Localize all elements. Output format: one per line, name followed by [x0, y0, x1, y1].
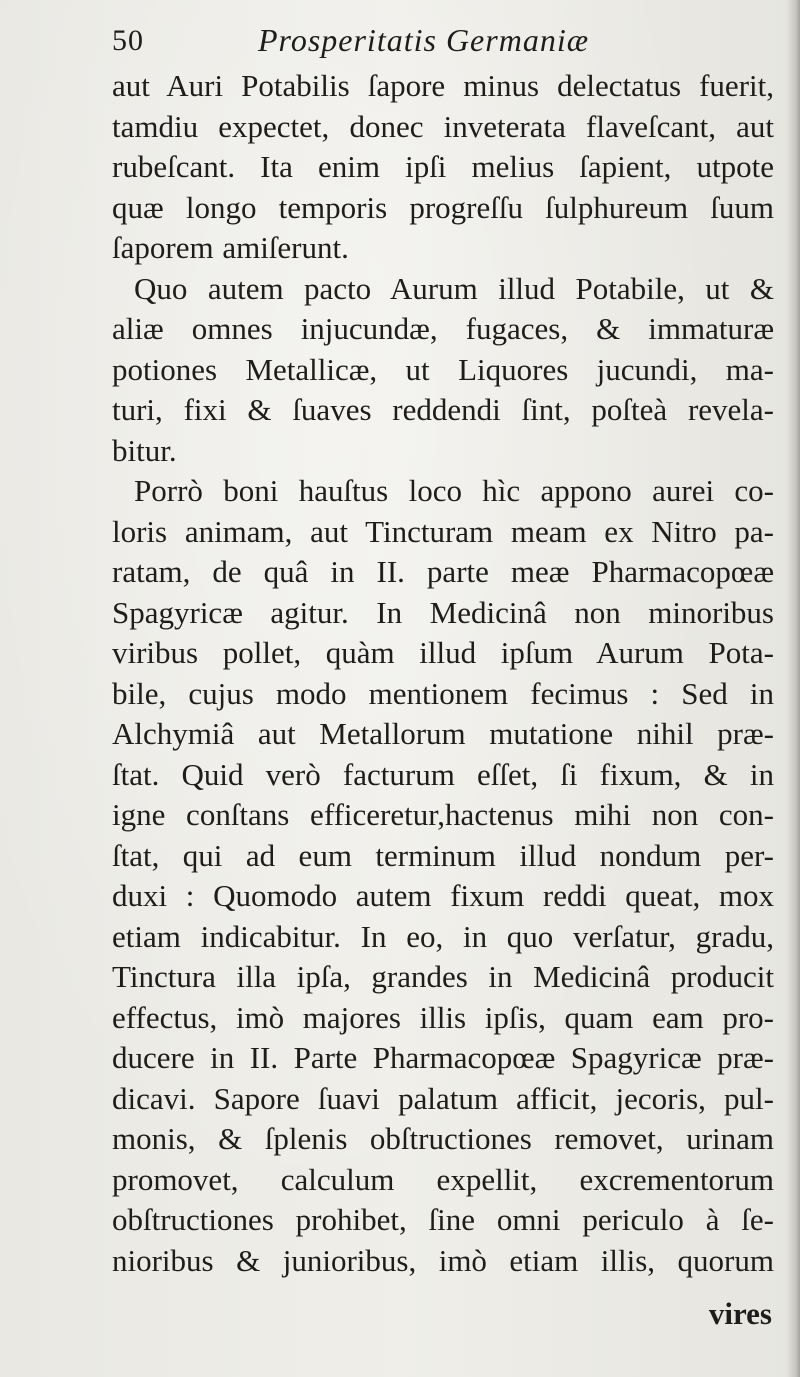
text-line: etiam indicabitur. In eo, in quo verſatur, gradu,	[112, 918, 774, 954]
text-line: bitur.	[112, 432, 177, 468]
text-line: promovet, calculum expellit, excrementorum	[112, 1161, 774, 1197]
text-line: quæ longo temporis progreſſu ſulphureum ſuum	[112, 189, 774, 225]
text-line: aut Auri Potabilis ſapore minus delectatus fuerit,	[112, 68, 774, 103]
text-line: Tinctura illa ipſa, grandes in Medicinâ producit	[112, 959, 774, 994]
text-line: ſtat. Quid verò facturum eſſet, ſi fixum, & in	[112, 756, 774, 792]
text-line: turi, fixi & ſuaves reddendi ſint, poſteà revela-	[112, 392, 774, 427]
page-edge-shadow	[786, 0, 800, 1377]
body-text	[112, 66, 774, 1281]
text-line: Alchymiâ aut Metallorum mutatione nihil præ-	[112, 716, 774, 751]
text-line: ſtat, qui ad eum terminum illud nondum per-	[112, 837, 774, 873]
text-line: tamdiu expectet, donec inveterata flaveſcant, aut	[112, 108, 774, 144]
text-line: monis, & ſplenis obſtructiones removet, urinam	[112, 1121, 774, 1156]
text-line: Quo autem pacto Aurum illud Potabile, ut &	[134, 270, 774, 306]
catchword: vires	[708, 1296, 772, 1331]
text-line: ducere in II. Parte Pharmacopœæ Spagyricæ præ-	[112, 1040, 774, 1075]
running-title: Prosperitatis Germaniæ	[258, 22, 590, 58]
text-line: ſaporem amiſerunt.	[112, 230, 349, 265]
page-header	[112, 18, 772, 66]
text-line: igne conſtans efficeretur,hactenus mihi non con-	[112, 797, 774, 832]
text-line: dicavi. Sapore ſuavi palatum afficit, jecoris, pul-	[112, 1080, 774, 1116]
text-line: potiones Metallicæ, ut Liquores jucundi, ma-	[112, 351, 774, 387]
text-line: Spagyricæ agitur. In Medicinâ non minoribus	[112, 594, 774, 630]
page-number: 50	[112, 24, 144, 57]
text-line: rubeſcant. Ita enim ipſi melius ſapient, utpote	[112, 149, 774, 184]
text-line: effectus, imò majores illis ipſis, quam eam pro-	[112, 999, 774, 1035]
text-line: loris animam, aut Tincturam meam ex Nitro pa-	[112, 513, 774, 549]
text-line: nioribus & junioribus, imò etiam illis, quorum	[112, 1242, 774, 1278]
text-line: obſtructiones prohibet, ſine omni periculo à ſe-	[112, 1202, 774, 1237]
text-line: aliæ omnes injucundæ, fugaces, & immaturæ	[112, 311, 774, 346]
text-line: duxi : Quomodo autem fixum reddi queat, mox	[112, 878, 774, 913]
text-line: ratam, de quâ in II. parte meæ Pharmacopœæ	[112, 554, 774, 589]
text-line: viribus pollet, quàm illud ipſum Aurum Pota-	[112, 635, 774, 670]
text-line: bile, cujus modo mentionem fecimus : Sed in	[112, 675, 774, 711]
text-line: Porrò boni hauſtus loco hìc appono aurei co-	[134, 473, 774, 508]
